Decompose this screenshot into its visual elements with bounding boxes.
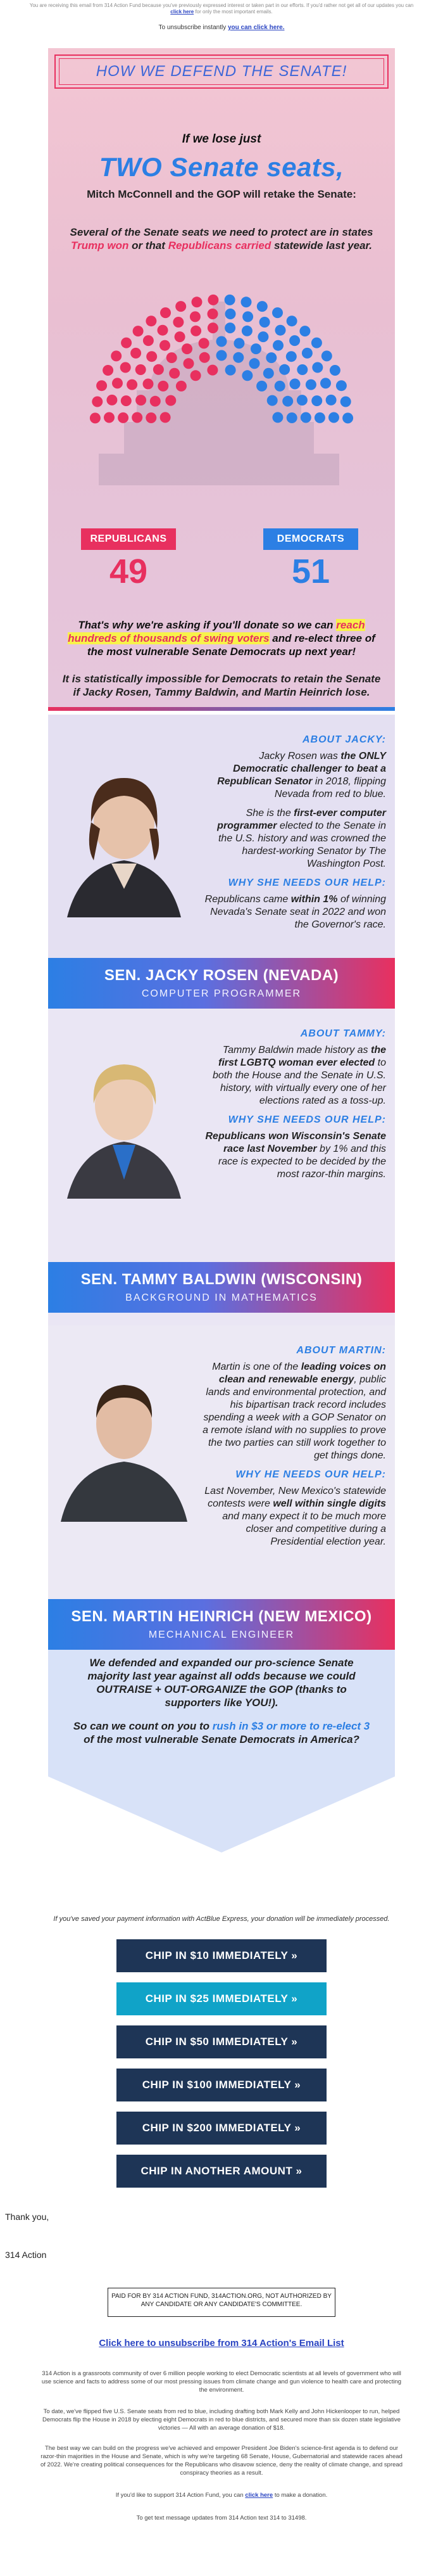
heinrich-name-band: [48, 1599, 395, 1650]
baldwin-role: BACKGROUND IN MATHEMATICS: [125, 1292, 318, 1303]
footer-donate-link[interactable]: click here: [245, 2492, 273, 2499]
preheader-text: You are receiving this email from 314 Action Fund because you've previously expressed interest or taken part in our efforts. If you'd rather not get all of our updates you can: [29, 3, 414, 8]
rosen-role: COMPUTER PROGRAMMER: [141, 988, 302, 999]
closing-p1: We defended and expanded our pro-science Senate majority last year against all odds because we could OUTRAISE + OUT-ORGANIZE the GOP (thanks to supporters like YOU!).: [87, 1657, 356, 1709]
republican-seat: [190, 326, 201, 336]
republicans-label: REPUBLICANS: [81, 528, 176, 550]
democrat-seat: [312, 362, 323, 373]
rosen-p1-tail: in 2018, flipping Nevada from red to blue.: [274, 776, 386, 800]
baldwin-p1-tail: to both the House and the Senate in U.S. history, with virtually every one of her elections rated as a toss-up.: [213, 1057, 386, 1106]
ask-tail: and re-elect three of the most vulnerable Senate Democrats up next year!: [87, 632, 375, 658]
republican-seat: [208, 322, 218, 333]
heinrich-p1-bold: leading voices on clean and renewable energy: [218, 1361, 386, 1385]
heinrich-p1-tail: , public lands and environmental protection, and his bipartisan track record includes spending a week with a GOP Senator on a remote island with no supplies to prove the two parties can still work together to get things done.: [203, 1374, 386, 1461]
republican-seat: [103, 365, 113, 376]
rosen-about: [203, 734, 386, 938]
unsubscribe-link[interactable]: you can click here.: [228, 24, 285, 31]
republican-seat: [135, 364, 146, 375]
republican-seat: [190, 370, 201, 381]
closing-callout: [48, 1650, 395, 1776]
chip-in-other-button[interactable]: CHIP IN ANOTHER AMOUNT »: [116, 2155, 327, 2188]
democrat-seat: [249, 358, 260, 369]
trump-won-text: Trump won: [71, 239, 129, 252]
rosen-p3-lead: Republicans came: [204, 894, 289, 905]
chip-in-100-button[interactable]: CHIP IN $100 IMMEDIATELY »: [116, 2069, 327, 2101]
heinrich-why-heading: WHY HE NEEDS OUR HELP:: [235, 1469, 386, 1480]
rosen-p3-tail: of winning Nevada's Senate seat in 2022 and won the Governor's race.: [210, 894, 386, 930]
swing-voters-highlight: reach hundreds of thousands of swing voters: [68, 619, 365, 644]
baldwin-p1-lead: Tammy Baldwin made history as: [222, 1045, 368, 1055]
democrat-seat: [216, 336, 227, 347]
hero-header-frame: [54, 54, 389, 89]
rosen-about-p1: [203, 750, 386, 801]
democrat-seat: [297, 395, 308, 405]
democrat-seat: [257, 301, 268, 312]
republican-seat: [190, 311, 201, 322]
baldwin-why-p: [203, 1130, 386, 1181]
impossible-text: It is statistically impossible for Democrats to retain the Senate if Jacky Rosen, Tammy Baldwin, and Martin Heinrich lose.: [62, 673, 381, 698]
heinrich-name: SEN. MARTIN HEINRICH (NEW MEXICO): [71, 1608, 372, 1625]
republican-seat: [121, 395, 132, 406]
footer-support-lead: If you'd like to support 314 Action Fund, you can: [115, 2492, 244, 2499]
democrat-seat: [311, 395, 322, 406]
chip-in-200-button[interactable]: CHIP IN $200 IMMEDIATELY »: [116, 2112, 327, 2145]
unsubscribe-list-link[interactable]: Click here to unsubscribe from 314 Action's Email List: [99, 2338, 344, 2349]
republican-seat: [120, 362, 131, 373]
baldwin-name: SEN. TAMMY BALDWIN (WISCONSIN): [80, 1271, 363, 1288]
heinrich-why-p: [196, 1485, 386, 1548]
democrat-seat: [311, 338, 322, 348]
closing-p2: [67, 1719, 376, 1746]
republican-seat: [169, 368, 180, 379]
rosen-p1-lead: Jacky Rosen was: [259, 751, 338, 762]
baldwin-p2-tail: by 1% and this race is expected to be decided by the most razor-thin margins.: [218, 1144, 386, 1180]
baldwin-p2-bold: Republicans won Wisconsin's Senate race last November: [205, 1131, 386, 1154]
democrat-seat: [267, 395, 278, 406]
democrat-seat: [336, 380, 347, 391]
democrat-seat: [241, 296, 252, 307]
rosen-p2-lead: She is the: [246, 808, 291, 819]
republican-seat: [175, 331, 185, 342]
democrat-seat: [272, 412, 283, 423]
democrat-seat: [233, 352, 244, 363]
donate-ask-text: [61, 618, 382, 658]
unsubscribe-top: [0, 24, 443, 31]
republican-seat: [158, 381, 168, 392]
actblue-express-note: If you've saved your payment information with ActBlue Express, your donation will be immediately processed.: [53, 1915, 390, 1923]
republican-seat: [160, 307, 171, 318]
democrat-seat: [290, 379, 301, 390]
republican-seat: [175, 301, 186, 312]
democrat-seat: [342, 412, 353, 423]
republican-seat: [104, 412, 115, 423]
democrat-seat: [330, 365, 340, 376]
rosen-name: SEN. JACKY ROSEN (NEVADA): [104, 967, 339, 984]
democrat-seat: [273, 340, 284, 351]
heinrich-about: [196, 1344, 386, 1555]
democrat-seat: [282, 396, 293, 407]
republican-seat: [121, 338, 132, 348]
republican-seat: [111, 350, 122, 361]
mitch-text: Mitch McConnell and the GOP will retake the Senate:: [87, 188, 356, 200]
heinrich-about-heading: ABOUT MARTIN:: [296, 1345, 386, 1356]
democrat-seat: [216, 350, 227, 361]
democrats-count: 51: [291, 552, 330, 590]
democrat-seat: [275, 381, 285, 392]
closing-arrow: [48, 1776, 395, 1852]
footer-support-tail: to make a donation.: [274, 2492, 328, 2499]
democrat-seat: [326, 395, 337, 405]
footer-text-updates: To get text message updates from 314 Action text 314 to 31498.: [136, 2515, 307, 2522]
democrat-seat: [251, 343, 261, 354]
republicans-carried-text: Republicans carried: [168, 239, 271, 252]
republican-seat: [160, 412, 171, 423]
unsubscribe-text: To unsubscribe instantly: [158, 24, 227, 31]
republican-seat: [146, 351, 157, 362]
footer-strategy: The best way we can build on the progress we've achieved and empower President Joe Biden's science-first agenda is to defend our razor-thin majorities in the House and Senate, which is why we're targeting 68 Senate, House, Gubernatorial and statewide races ahead of 2022. We're creating political consequences for the Republicans who disavow science, deny the reality of climate change, and spread conspiracy theories as a result.: [41, 2445, 402, 2477]
democrat-seat: [306, 379, 316, 390]
baldwin-why-heading: WHY SHE NEEDS OUR HELP:: [228, 1114, 386, 1125]
closing-p2-highlight: rush in $3 or more to re-elect 3: [212, 1720, 370, 1732]
heinrich-about-p1: [196, 1361, 386, 1462]
rosen-why-heading: WHY SHE NEEDS OUR HELP:: [228, 877, 386, 888]
senate-hemicycle-chart: [82, 286, 361, 431]
democrat-seat: [340, 397, 351, 407]
baldwin-name-band: [48, 1262, 395, 1313]
democrats-label: DEMOCRATS: [263, 528, 358, 550]
republican-seat: [159, 340, 170, 351]
republican-seat: [173, 317, 184, 328]
baldwin-p1-bold: the first LGBTQ woman ever elected: [218, 1045, 386, 1068]
several-seats-lead: Several of the Senate seats we need to protect are in states: [70, 226, 373, 238]
hero-header-inner: [59, 58, 384, 85]
republican-seat: [199, 338, 209, 348]
heinrich-p2-tail: and many expect it to be much more closer and competitive during a Presidential election year.: [222, 1511, 386, 1547]
republican-seat: [158, 325, 168, 336]
preheader-link[interactable]: click here: [170, 9, 194, 15]
paid-for-disclaimer: PAID FOR BY 314 ACTION FUND, 314ACTION.ORG, NOT AUTHORIZED BY ANY CANDIDATE OR ANY CANDIDATE'S COMMITTEE.: [108, 2288, 335, 2317]
republican-seat: [130, 348, 141, 359]
republican-seat: [208, 309, 218, 319]
republican-seat: [112, 378, 123, 388]
divider-bar: [48, 707, 395, 711]
republican-seat: [176, 381, 187, 392]
democrat-seat: [263, 368, 274, 379]
hero-title: HOW WE DEFEND THE SENATE!: [96, 63, 347, 80]
republican-seat: [90, 412, 101, 423]
ask-lead: That's why we're asking if you'll donate so we can: [78, 619, 334, 631]
democrat-seat: [301, 412, 311, 423]
democrat-seat: [286, 351, 297, 362]
rosen-p2-bold: first-ever computer programmer: [217, 808, 386, 831]
chip-in-10-button[interactable]: CHIP IN $10 IMMEDIATELY »: [116, 1939, 327, 1972]
republican-seat: [208, 295, 218, 305]
thanks-text: Thank you,: [5, 2212, 49, 2222]
republican-seat: [96, 380, 107, 391]
chip-in-50-button[interactable]: CHIP IN $50 IMMEDIATELY »: [116, 2025, 327, 2058]
democrat-seat: [299, 326, 310, 336]
footer-record: To date, we've flipped five U.S. Senate seats from red to blue, including drafting both Mark Kelly and John Hickenlooper to run, helped Democrats flip the House in 2018 by electing eight Democrats in red to blue districts, and secured more than six dozen state legislative victories — All with an average donation of $18.: [42, 2408, 401, 2432]
baldwin-about-heading: ABOUT TAMMY:: [300, 1028, 386, 1039]
democrat-seat: [234, 338, 244, 348]
republican-seat: [92, 397, 103, 407]
martin-heinrich-photo: [54, 1357, 194, 1522]
senator-baldwin-section: [48, 1009, 395, 1325]
preheader-note: [25, 3, 418, 15]
rosen-p1-bold: the ONLY Democratic challenger to beat a Republican Senator: [217, 751, 386, 787]
rosen-about-p2: [203, 807, 386, 870]
footer-support: [38, 2491, 405, 2499]
footer-about: 314 Action is a grassroots community of over 6 million people working to elect Democratic scientists at all levels of government who will use science and facts to address some of our most pressing issues from climate change and gun violence to health care and protecting the environment.: [41, 2370, 402, 2394]
preheader-tail: for only the most important emails.: [195, 9, 273, 15]
hero-section: [48, 48, 395, 707]
democrat-seat: [289, 335, 300, 346]
republican-seat: [182, 343, 192, 354]
several-seats-text: [61, 226, 382, 252]
democrat-seat: [328, 412, 339, 423]
heinrich-role: MECHANICAL ENGINEER: [148, 1629, 295, 1640]
jacky-rosen-photo: [54, 753, 194, 917]
rosen-p2-tail: elected to the Senate in the U.S. history and was crowned the hardest-working Senator by The Washington Post.: [218, 820, 386, 869]
closing-p2-lead: So can we count on you to: [73, 1720, 210, 1732]
democrat-seat: [256, 381, 267, 392]
republican-seat: [118, 412, 128, 423]
republican-seat: [153, 364, 164, 375]
republican-seat: [199, 352, 210, 363]
republican-seat: [143, 335, 154, 346]
tammy-baldwin-photo: [54, 1034, 194, 1199]
senator-rosen-section: [48, 715, 395, 1009]
democrat-seat: [279, 364, 290, 375]
democrat-seat: [258, 331, 268, 342]
or-that-text: or that: [132, 239, 165, 252]
democrat-seat: [275, 325, 286, 336]
democrat-seat: [225, 309, 236, 319]
democrat-seat: [272, 307, 283, 318]
heinrich-p2-lead: Last November, New Mexico's statewide contests were: [204, 1486, 386, 1509]
republican-seat: [132, 412, 142, 423]
democrat-seat: [225, 295, 235, 305]
baldwin-about-p1: [203, 1044, 386, 1107]
republican-seat: [146, 316, 156, 326]
democrat-seat: [225, 322, 235, 333]
democrat-seat: [302, 348, 313, 359]
lose-text: If we lose just: [182, 132, 261, 146]
republican-seat: [184, 358, 194, 369]
republican-seat: [146, 412, 156, 423]
closing-p2-tail: of the most vulnerable Senate Democrats in America?: [84, 1733, 359, 1745]
republican-seat: [143, 379, 154, 390]
republican-seat: [166, 352, 177, 363]
signature: 314 Action: [5, 2250, 47, 2260]
democrat-seat: [315, 412, 325, 423]
rosen-p3-bold: within 1%: [290, 894, 338, 905]
democrat-seat: [266, 352, 277, 363]
rosen-why-p: [203, 893, 386, 931]
democrat-seat: [242, 370, 253, 381]
democrat-seat: [297, 364, 308, 375]
democrat-seat: [225, 365, 236, 376]
republican-seat: [106, 395, 117, 405]
heinrich-p2-bold: well within single digits: [273, 1498, 386, 1509]
republican-seat: [165, 395, 176, 406]
democrat-seat: [242, 311, 253, 322]
baldwin-about: [203, 1028, 386, 1187]
democrat-seat: [320, 378, 331, 388]
senator-heinrich-section: [48, 1325, 395, 1650]
two-seats-headline: TWO Senate seats,: [99, 152, 344, 182]
republican-seat: [150, 396, 161, 407]
democrat-seat: [287, 316, 297, 326]
republicans-count: 49: [109, 552, 148, 590]
democrat-seat: [287, 412, 297, 423]
chip-in-25-button[interactable]: CHIP IN $25 IMMEDIATELY »: [116, 1982, 327, 2015]
republican-seat: [207, 365, 218, 376]
statewide-text: statewide last year.: [273, 239, 372, 252]
democrat-seat: [321, 350, 332, 361]
republican-seat: [127, 379, 137, 390]
heinrich-p1-lead: Martin is one of the: [212, 1361, 299, 1372]
rosen-about-heading: ABOUT JACKY:: [302, 734, 386, 745]
democrat-seat: [242, 326, 253, 336]
republican-seat: [133, 326, 144, 336]
republican-seat: [135, 395, 146, 405]
republican-seat: [192, 296, 203, 307]
rosen-name-band: [48, 958, 395, 1009]
democrat-seat: [259, 317, 270, 328]
